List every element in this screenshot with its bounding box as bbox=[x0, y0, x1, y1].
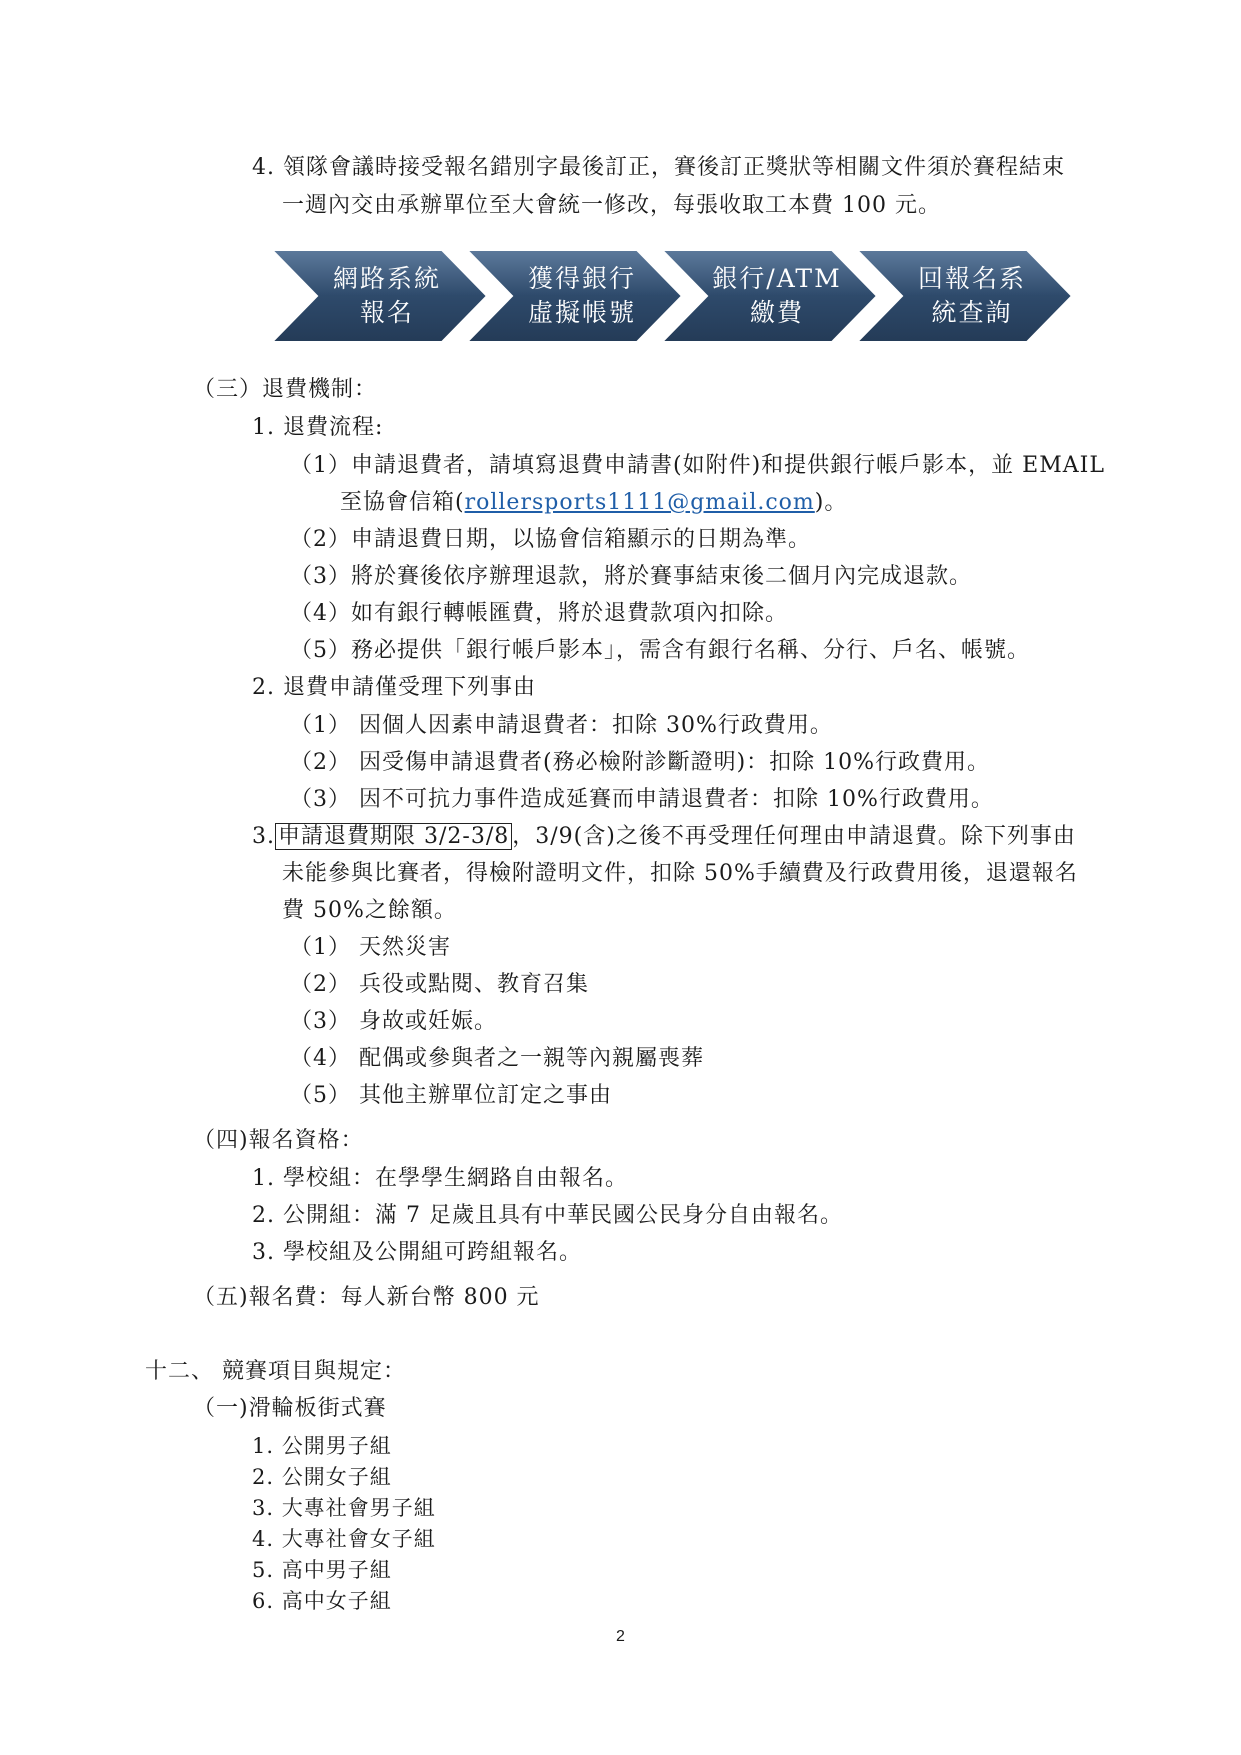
refund-process-5: （5）務必提供「銀行帳戶影本」，需含有銀行名稱、分行、戶名、帳號。 bbox=[290, 638, 1030, 663]
refund-process-1b bbox=[340, 488, 847, 518]
refund-process-4: （4）如有銀行轉帳匯費，將於退費款項內扣除。 bbox=[290, 601, 788, 626]
page-number: 2 bbox=[616, 1628, 625, 1645]
flow-step-3-line2: 繳費 bbox=[749, 298, 804, 327]
refund-deadline-rest: ，3/9(含)之後不再受理任何理由申請退費。除下列事由 bbox=[512, 824, 1076, 849]
refund-process-2: （2）申請退費日期，以協會信箱顯示的日期為準。 bbox=[290, 527, 811, 552]
refund-reasons-title: 2. 退費申請僅受理下列事由 bbox=[252, 675, 536, 700]
refund-reason-1: （1） 因個人因素申請退費者：扣除 30%行政費用。 bbox=[290, 713, 833, 738]
refund-deadline-line2: 未能參與比賽者，得檢附證明文件，扣除 50%手續費及行政費用後，退還報名 bbox=[282, 861, 1078, 886]
flow-step-1-line2: 報名 bbox=[359, 298, 414, 327]
refund-process-3: （3）將於賽後依序辦理退款，將於賽事結束後二個月內完成退款。 bbox=[290, 564, 972, 589]
refund-exception-3: （3） 身故或妊娠。 bbox=[290, 1009, 497, 1034]
section12-heading: 十二、 競賽項目與規定： bbox=[145, 1359, 406, 1384]
refund-process-1b-pre: 至協會信箱( bbox=[340, 490, 465, 515]
flow-step-2-line1: 獲得銀行 bbox=[527, 264, 636, 293]
refund-deadline-box: 申請退費期限 3/2-3/8 bbox=[275, 823, 512, 850]
group-item: 1. 公開男子組 bbox=[252, 1434, 392, 1458]
group-item: 3. 大專社會男子組 bbox=[252, 1496, 436, 1520]
refund-reason-2: （2） 因受傷申請退費者(務必檢附診斷證明)：扣除 10%行政費用。 bbox=[290, 750, 991, 775]
refund-exception-2: （2） 兵役或點閱、教育召集 bbox=[290, 972, 589, 997]
registration-fee: （五)報名費：每人新台幣 800 元 bbox=[193, 1285, 540, 1310]
refund-deadline-number: 3. bbox=[252, 824, 275, 849]
flow-step-2 bbox=[507, 258, 657, 334]
group-item: 5. 高中男子組 bbox=[252, 1558, 392, 1582]
flow-step-1-line1: 網路系統 bbox=[332, 264, 441, 293]
group-item: 6. 高中女子組 bbox=[252, 1589, 392, 1613]
refund-reason-3: （3） 因不可抗力事件造成延賽而申請退費者：扣除 10%行政費用。 bbox=[290, 787, 994, 812]
refund-exception-1: （1） 天然災害 bbox=[290, 935, 451, 960]
flow-step-3-line1: 銀行/ATM bbox=[712, 264, 842, 293]
refund-process-title: 1. 退費流程: bbox=[252, 415, 384, 440]
flow-step-3 bbox=[702, 258, 852, 334]
refund-process-1b-post: )。 bbox=[814, 490, 848, 515]
email-link[interactable]: rollersports1111@gmail.com bbox=[464, 490, 815, 515]
eligibility-item-3: 3. 學校組及公開組可跨組報名。 bbox=[252, 1240, 582, 1265]
refund-deadline-line1 bbox=[252, 822, 1076, 852]
group-item: 2. 公開女子組 bbox=[252, 1465, 392, 1489]
refund-exception-4: （4） 配偶或參與者之一親等內親屬喪葬 bbox=[290, 1046, 704, 1071]
registration-flow-diagram bbox=[272, 250, 1092, 342]
section12-subheading: （一)滑輪板街式賽 bbox=[193, 1396, 387, 1421]
group-item: 4. 大專社會女子組 bbox=[252, 1527, 436, 1551]
flow-step-2-line2: 虛擬帳號 bbox=[527, 298, 636, 327]
item4-line1: 4. 領隊會議時接受報名錯別字最後訂正，賽後訂正獎狀等相關文件須於賽程結束 bbox=[252, 155, 1065, 180]
flow-step-4 bbox=[897, 258, 1047, 334]
refund-exception-5: （5） 其他主辦單位訂定之事由 bbox=[290, 1083, 612, 1108]
item4-line2: 一週內交由承辦單位至大會統一修改，每張收取工本費 100 元。 bbox=[282, 193, 941, 218]
eligibility-heading: （四)報名資格： bbox=[193, 1128, 364, 1153]
eligibility-item-1: 1. 學校組：在學學生網路自由報名。 bbox=[252, 1166, 628, 1191]
flow-step-4-line2: 統查詢 bbox=[931, 298, 1013, 327]
refund-heading: （三）退費機制： bbox=[193, 377, 378, 402]
refund-process-1a: （1）申請退費者，請填寫退費申請書(如附件)和提供銀行帳戶影本，並 EMAIL bbox=[290, 453, 1105, 478]
flow-step-1 bbox=[312, 258, 462, 334]
eligibility-item-2: 2. 公開組：滿 7 足歲且具有中華民國公民身分自由報名。 bbox=[252, 1203, 843, 1228]
refund-deadline-line3: 費 50%之餘額。 bbox=[282, 898, 457, 923]
flow-step-4-line1: 回報名系 bbox=[917, 264, 1026, 293]
